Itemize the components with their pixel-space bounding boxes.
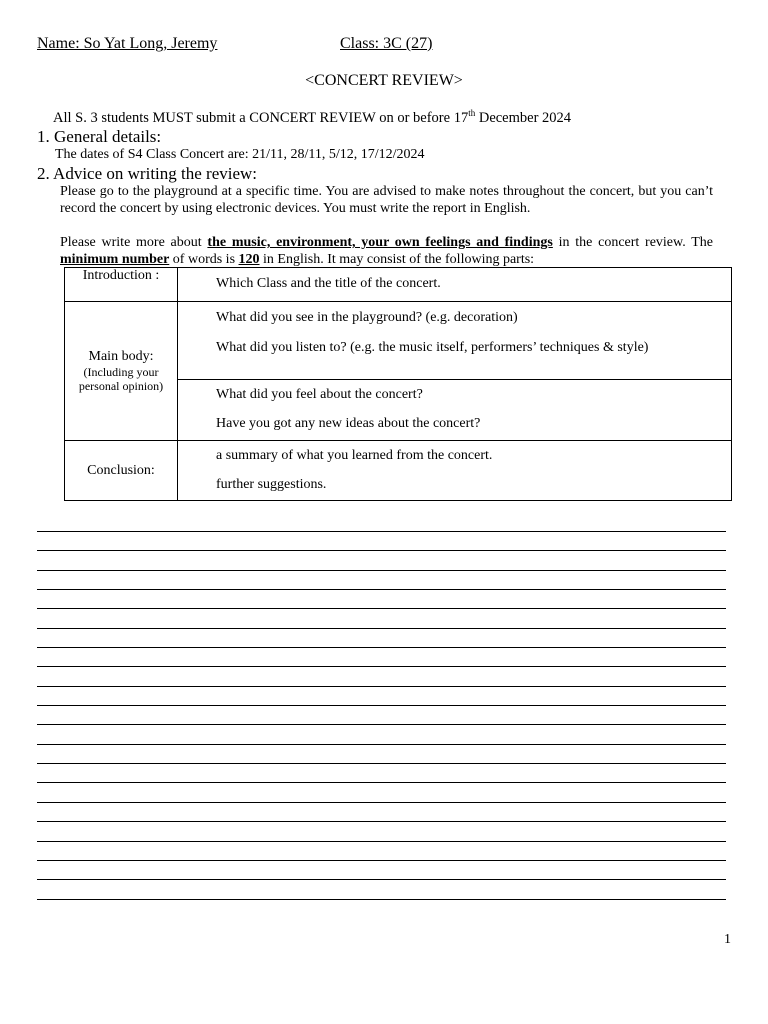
intro-label: Introduction : [65, 268, 178, 302]
list-item [186, 385, 725, 405]
writing-line[interactable] [37, 629, 726, 648]
writing-line[interactable] [37, 532, 726, 551]
notice-text-before: All S. 3 students MUST submit a CONCERT REVIEW on or before 17 [53, 110, 469, 126]
req-word-count: 120 [238, 252, 260, 267]
writing-line[interactable] [37, 803, 726, 822]
req-focus: the music, environment, your own feelings and findings [207, 235, 553, 250]
main-items-b [178, 380, 732, 441]
list-item [186, 308, 725, 328]
writing-line[interactable] [37, 571, 726, 590]
req-text-3: of words is [169, 252, 239, 267]
conclusion-items [178, 441, 732, 501]
writing-line[interactable] [37, 667, 726, 686]
intro-row [65, 268, 732, 302]
item-text: a summary of what you learned from the concert. [216, 448, 493, 463]
req-text-1: Please write more about [60, 235, 208, 250]
main-row-a [65, 302, 732, 380]
writing-line[interactable] [37, 609, 726, 628]
list-item [186, 337, 725, 359]
list-item [186, 414, 725, 434]
req-text-2: in the concert review. The [552, 235, 713, 250]
list-item [186, 274, 725, 294]
main-body-label [65, 302, 178, 441]
item-text: further suggestions. [216, 477, 327, 492]
list-item [186, 475, 725, 495]
writing-line[interactable] [37, 745, 726, 764]
submission-notice [53, 108, 571, 127]
intro-items [178, 268, 732, 302]
student-class: Class: 3C (27) [340, 35, 433, 52]
conclusion-label: Conclusion: [65, 441, 178, 501]
writing-line[interactable] [37, 842, 726, 861]
writing-line[interactable] [37, 783, 726, 802]
writing-requirements [60, 234, 713, 268]
req-minimum-label: minimum number [60, 252, 170, 267]
writing-lines[interactable] [37, 531, 726, 900]
writing-line[interactable] [37, 764, 726, 783]
list-item [186, 446, 725, 466]
writing-line[interactable] [37, 706, 726, 725]
section-heading-advice: 2. Advice on writing the review: [37, 164, 258, 183]
page-number: 1 [724, 932, 731, 947]
review-structure-table [64, 267, 732, 501]
writing-line[interactable] [37, 551, 726, 570]
writing-line[interactable] [37, 880, 726, 899]
main-body-subtitle: (Including your personal opinion) [78, 365, 164, 393]
page-title: <CONCERT REVIEW> [305, 72, 463, 89]
notice-text-after: December 2024 [475, 110, 572, 126]
item-text: What did you see in the playground? (e.g. decoration) [216, 310, 518, 325]
notice-superscript: th [468, 108, 476, 118]
main-body-title: Main body: [88, 349, 154, 364]
writing-line[interactable] [37, 725, 726, 744]
student-name: Name: So Yat Long, Jeremy [37, 35, 218, 52]
writing-line[interactable] [37, 590, 726, 609]
writing-line[interactable] [37, 822, 726, 841]
advice-paragraph: Please go to the playground at a specific time. You are advised to make notes throughout the concert, but you can’t record the concert by using electronic devices. You must write the report in English. [60, 184, 713, 216]
item-text: Have you got any new ideas about the concert? [216, 416, 481, 431]
writing-line[interactable] [37, 687, 726, 706]
writing-line[interactable] [37, 861, 726, 880]
concert-dates: The dates of S4 Class Concert are: 21/11, 28/11, 5/12, 17/12/2024 [55, 147, 425, 162]
main-items-a [178, 302, 732, 380]
item-text: What did you feel about the concert? [216, 387, 423, 402]
req-text-4: in English. It may consist of the following parts: [259, 252, 535, 267]
section-heading-general: 1. General details: [37, 127, 162, 146]
writing-line[interactable] [37, 648, 726, 667]
conclusion-row [65, 441, 732, 501]
item-text: What did you listen to? (e.g. the music itself, performers’ techniques & style) [216, 340, 649, 355]
item-text: Which Class and the title of the concert. [216, 276, 441, 291]
